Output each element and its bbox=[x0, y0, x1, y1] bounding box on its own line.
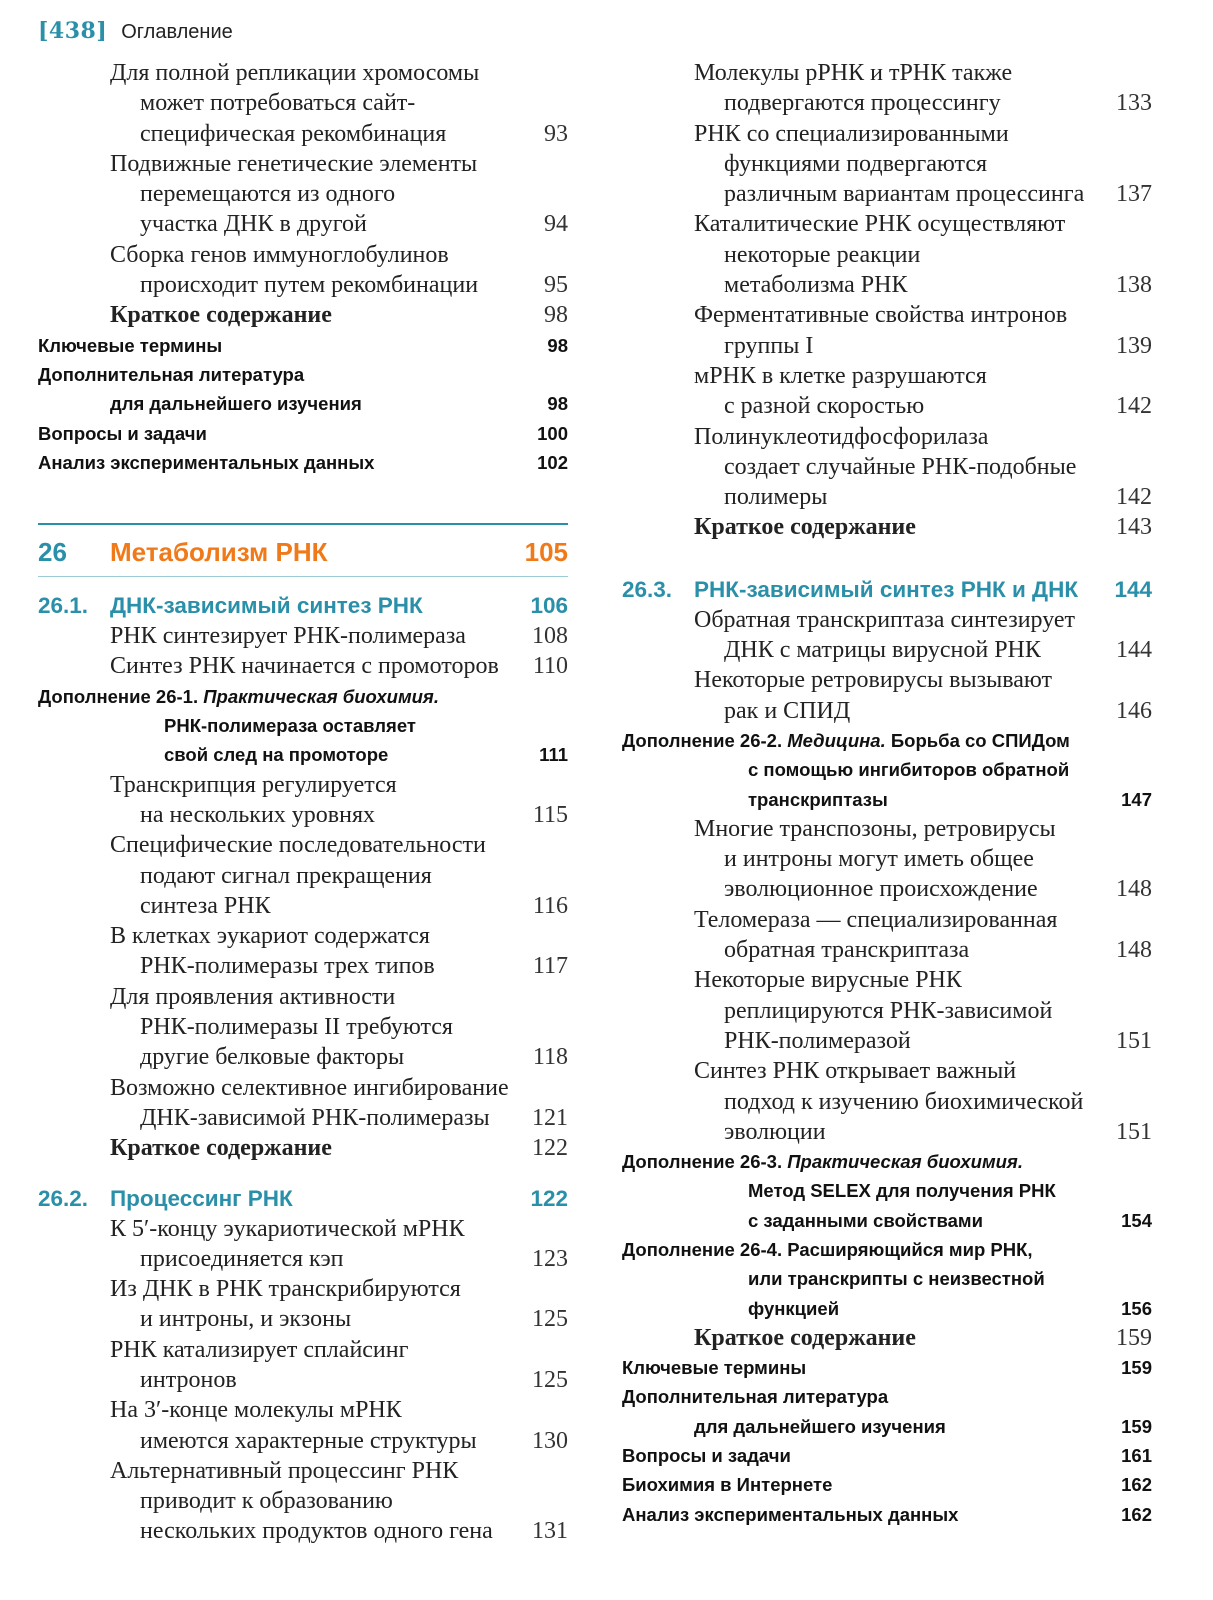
chapter-number: 26 bbox=[38, 537, 67, 568]
entry-page: 159 bbox=[1121, 1357, 1152, 1379]
entry-page: 143 bbox=[1116, 514, 1152, 541]
entry-line: подают сигнал прекращения bbox=[140, 862, 432, 889]
entry-line: мРНК в клетке разрушаются bbox=[694, 362, 987, 389]
section-title: РНК-зависимый синтез РНК и ДНК bbox=[694, 576, 1079, 602]
entry-line: и интроны могут иметь общее bbox=[724, 846, 1034, 873]
entry-page: 118 bbox=[532, 1044, 568, 1071]
entry-page: 98 bbox=[547, 334, 568, 356]
entry-line: РНК катализирует сплайсинг bbox=[110, 1336, 409, 1363]
entry-page: 123 bbox=[532, 1245, 568, 1272]
entry-line: группы I bbox=[724, 332, 814, 359]
entry-page: 102 bbox=[537, 451, 568, 473]
box-entry bbox=[622, 1235, 1152, 1323]
entry-line: с разной скоростью bbox=[724, 393, 925, 420]
toc-entry bbox=[622, 119, 1152, 210]
summary-entry bbox=[622, 1323, 1152, 1353]
toc-entry bbox=[622, 665, 1152, 726]
entry-line: обратная транскриптаза bbox=[724, 937, 970, 964]
entry-page: 142 bbox=[1116, 484, 1152, 511]
section-number: 26.1. bbox=[38, 593, 89, 619]
section-number: 26.3. bbox=[622, 576, 673, 602]
entry-line: ДНК-зависимой РНК-полимеразы bbox=[140, 1104, 490, 1131]
entry-line: Специфические последовательности bbox=[110, 832, 486, 859]
box-entry bbox=[622, 1147, 1152, 1235]
toc-entry bbox=[38, 1335, 568, 1396]
entry-line: Альтернативный процессинг РНК bbox=[110, 1457, 459, 1484]
entry-page: 116 bbox=[532, 892, 568, 919]
toc-entry bbox=[38, 360, 568, 419]
entry-page: 161 bbox=[1121, 1445, 1152, 1467]
entry-line: нескольких продуктов одного гена bbox=[140, 1518, 493, 1545]
entry-line: Синтез РНК открывает важный bbox=[694, 1058, 1017, 1085]
toc-entry bbox=[622, 422, 1152, 513]
toc-entry bbox=[38, 651, 568, 681]
entry-page: 162 bbox=[1121, 1474, 1152, 1496]
summary-entry bbox=[622, 512, 1152, 542]
entry-page: 144 bbox=[1116, 637, 1152, 664]
entry-line: синтеза РНК bbox=[140, 892, 271, 919]
entry-line: другие белковые факторы bbox=[140, 1044, 405, 1071]
entry-page: 147 bbox=[1121, 788, 1152, 810]
box-prefix: Дополнение 26-3. bbox=[622, 1151, 788, 1173]
entry-line: или транскрипты с неизвестной bbox=[748, 1268, 1045, 1290]
summary-entry bbox=[38, 300, 568, 330]
entry-page: 159 bbox=[1121, 1415, 1152, 1437]
toc-entry bbox=[38, 331, 568, 360]
box-prefix: Дополнение 26-1. bbox=[38, 685, 204, 707]
toc-entry bbox=[622, 58, 1152, 119]
entry-line: Ключевые термины bbox=[38, 334, 223, 356]
summary-entry bbox=[38, 1133, 568, 1163]
entry-line: присоединяется кэп bbox=[140, 1245, 344, 1272]
entry-line: Вопросы и задачи bbox=[38, 422, 207, 444]
entry-page: 159 bbox=[1116, 1324, 1152, 1351]
section-page: 106 bbox=[530, 593, 568, 619]
entry-line: функциями подвергаются bbox=[724, 150, 988, 177]
entry-page: 125 bbox=[532, 1366, 568, 1393]
entry-line: Дополнение 26-4. Расширяющийся мир РНК, bbox=[622, 1238, 1033, 1260]
entry-line: эволюции bbox=[724, 1118, 826, 1145]
entry-line: Из ДНК в РНК транскрибируются bbox=[110, 1276, 461, 1303]
entry-line: Транскрипция регулируется bbox=[110, 771, 397, 798]
toc-entry bbox=[622, 1441, 1152, 1470]
entry-page: 125 bbox=[532, 1306, 568, 1333]
entry-line: Обратная транскриптаза синтезирует bbox=[694, 606, 1076, 633]
entry-line: Дополнительная литература bbox=[622, 1386, 889, 1408]
entry-line: Биохимия в Интернете bbox=[622, 1474, 833, 1496]
entry-page: 121 bbox=[532, 1104, 568, 1131]
toc-entry bbox=[38, 921, 568, 982]
entry-line: метаболизма РНК bbox=[724, 272, 908, 299]
toc-entry bbox=[38, 1456, 568, 1547]
entry-line: функцией bbox=[748, 1297, 840, 1319]
entry-line: Полинуклеотидфосфорилаза bbox=[694, 423, 989, 450]
entry-line: и интроны, и экзоны bbox=[140, 1306, 352, 1333]
toc-entry bbox=[622, 1470, 1152, 1499]
entry-line: Некоторые ретровирусы вызывают bbox=[694, 667, 1052, 694]
toc-entry bbox=[622, 1353, 1152, 1382]
entry-page: 94 bbox=[544, 211, 568, 238]
toc-entry bbox=[38, 58, 568, 149]
entry-page: 98 bbox=[547, 393, 568, 415]
entry-page: 100 bbox=[537, 422, 568, 444]
chapter-page: 105 bbox=[524, 537, 568, 568]
toc-group bbox=[38, 58, 568, 477]
entry-line: На 3′-конце молекулы мРНК bbox=[110, 1397, 402, 1424]
box-title-start: Борьба со СПИДом bbox=[885, 729, 1070, 751]
section-heading bbox=[38, 1184, 568, 1214]
entry-line: имеются характерные структуры bbox=[140, 1427, 477, 1454]
entry-page: 98 bbox=[544, 302, 568, 329]
entry-page: 138 bbox=[1116, 272, 1152, 299]
entry-line: подход к изучению биохимической bbox=[724, 1088, 1084, 1115]
entry-page: 162 bbox=[1121, 1503, 1152, 1525]
entry-line: интронов bbox=[140, 1366, 237, 1393]
entry-line: Возможно селективное ингибирование bbox=[110, 1074, 509, 1101]
entry-page: 111 bbox=[539, 744, 568, 766]
entry-line: с заданными свойствами bbox=[748, 1209, 983, 1231]
entry-line: Сборка генов иммуноглобулинов bbox=[110, 241, 449, 268]
entry-line: РНК-полимеразы трех типов bbox=[140, 953, 435, 980]
entry-page: 93 bbox=[544, 120, 568, 147]
entry-line: на нескольких уровнях bbox=[140, 801, 376, 828]
entry-line: Вопросы и задачи bbox=[622, 1445, 791, 1467]
entry-line: участка ДНК в другой bbox=[140, 211, 367, 238]
toc-entry bbox=[622, 965, 1152, 1056]
entry-line: В клетках эукариот содержатся bbox=[110, 923, 430, 950]
toc-entry bbox=[38, 621, 568, 651]
entry-page: 151 bbox=[1116, 1118, 1152, 1145]
entry-line bbox=[622, 726, 1111, 755]
box-entry bbox=[38, 682, 568, 770]
entry-line: полимеры bbox=[724, 484, 828, 511]
box-prefix: Дополнение 26-2. bbox=[622, 729, 788, 751]
entry-line: эволюционное происхождение bbox=[724, 876, 1038, 903]
box-category: Практическая биохимия. bbox=[787, 1151, 1023, 1173]
entry-line: К 5′-концу эукариотической мРНК bbox=[110, 1215, 465, 1242]
section-page: 144 bbox=[1114, 576, 1152, 602]
chapter-title: Метаболизм РНК bbox=[110, 537, 328, 568]
entry-page: 142 bbox=[1116, 393, 1152, 420]
entry-line: для дальнейшего изучения bbox=[694, 1415, 946, 1437]
section-heading bbox=[38, 591, 568, 621]
entry-line: различным вариантам процессинга bbox=[724, 181, 1085, 208]
toc-entry bbox=[38, 448, 568, 477]
entry-page: 115 bbox=[532, 801, 568, 828]
entry-page: 133 bbox=[1116, 90, 1152, 117]
toc-entry bbox=[622, 1500, 1152, 1529]
entry-line: происходит путем рекомбинации bbox=[140, 272, 479, 299]
page-number: [438] bbox=[38, 18, 108, 44]
entry-page: 131 bbox=[532, 1518, 568, 1545]
right-column bbox=[622, 58, 1152, 1529]
entry-page: 148 bbox=[1116, 876, 1152, 903]
entry-page: 137 bbox=[1116, 181, 1152, 208]
toc-group bbox=[622, 1323, 1152, 1529]
toc-entry bbox=[622, 361, 1152, 422]
toc-group bbox=[38, 770, 568, 1164]
entry-line bbox=[622, 1147, 1111, 1176]
entry-line: с помощью ингибиторов обратной bbox=[748, 759, 1070, 781]
entry-line: свой след на промоторе bbox=[164, 744, 389, 766]
entry-page: 139 bbox=[1116, 332, 1152, 359]
entry-line: Синтез РНК начинается с промоторов bbox=[110, 653, 499, 680]
entry-page: 110 bbox=[532, 653, 568, 680]
entry-line: РНК-полимеразой bbox=[724, 1027, 911, 1054]
entry-line: Подвижные генетические элементы bbox=[110, 150, 478, 177]
toc-entry bbox=[622, 605, 1152, 666]
toc-entry bbox=[622, 300, 1152, 361]
toc-entry bbox=[38, 770, 568, 831]
entry-line: РНК-полимеразы II требуются bbox=[140, 1014, 453, 1041]
entry-line: РНК синтезирует РНК-полимераза bbox=[110, 623, 466, 650]
entry-line: Некоторые вирусные РНК bbox=[694, 967, 962, 994]
toc-entry bbox=[622, 209, 1152, 300]
entry-line: перемещаются из одного bbox=[140, 181, 396, 208]
page-header bbox=[38, 18, 233, 50]
entry-line: Дополнительная литература bbox=[38, 363, 305, 385]
entry-page: 95 bbox=[544, 272, 568, 299]
entry-line: Для проявления активности bbox=[110, 983, 396, 1010]
entry-line: транскриптазы bbox=[748, 788, 888, 810]
toc-entry bbox=[38, 830, 568, 921]
entry-line: ДНК с матрицы вирусной РНК bbox=[724, 637, 1041, 664]
entry-line: Краткое содержание bbox=[110, 1135, 332, 1162]
toc-entry bbox=[38, 1395, 568, 1456]
entry-line: может потребоваться сайт- bbox=[140, 90, 416, 117]
entry-line bbox=[38, 682, 529, 711]
entry-page: 148 bbox=[1116, 937, 1152, 964]
entry-page: 122 bbox=[532, 1135, 568, 1162]
toc-entry bbox=[622, 1056, 1152, 1147]
toc-entry bbox=[38, 1274, 568, 1335]
entry-line: Ключевые термины bbox=[622, 1357, 807, 1379]
entry-line: Анализ экспериментальных данных bbox=[38, 451, 375, 473]
entry-line: Молекулы рРНК и тРНК также bbox=[694, 60, 1013, 86]
entry-page: 130 bbox=[532, 1427, 568, 1454]
entry-line: подвергаются процессингу bbox=[724, 90, 1001, 117]
entry-line: Метод SELEX для получения РНК bbox=[748, 1180, 1056, 1202]
entry-page: 156 bbox=[1121, 1297, 1152, 1319]
toc-entry bbox=[622, 1382, 1152, 1441]
toc-entry bbox=[38, 149, 568, 240]
entry-page: 151 bbox=[1116, 1027, 1152, 1054]
toc-entry bbox=[38, 1214, 568, 1275]
box-category: Практическая биохимия. bbox=[203, 685, 439, 707]
entry-line: Анализ экспериментальных данных bbox=[622, 1503, 959, 1525]
section-heading bbox=[622, 575, 1152, 605]
section-number: 26.2. bbox=[38, 1185, 89, 1211]
toc-entry bbox=[38, 982, 568, 1073]
entry-line: Ферментативные свойства интронов bbox=[694, 302, 1068, 329]
entry-line: рак и СПИД bbox=[724, 697, 851, 724]
entry-line: Краткое содержание bbox=[694, 1324, 916, 1351]
entry-line: для дальнейшего изучения bbox=[110, 393, 362, 415]
left-column bbox=[38, 58, 568, 1547]
section-title: ДНК-зависимый синтез РНК bbox=[110, 593, 423, 619]
entry-line: Многие транспозоны, ретровирусы bbox=[694, 815, 1056, 842]
entry-line: Краткое содержание bbox=[694, 514, 916, 541]
toc-entry bbox=[38, 240, 568, 301]
entry-line: РНК со специализированными bbox=[694, 120, 1009, 147]
toc-entry bbox=[38, 1073, 568, 1134]
toc-entry bbox=[622, 905, 1152, 966]
running-title: Оглавление bbox=[121, 21, 233, 43]
entry-line: Теломераза — специализированная bbox=[694, 906, 1058, 933]
entry-line: Для полной репликации хромосомы bbox=[110, 60, 480, 86]
entry-line: некоторые реакции bbox=[724, 241, 921, 268]
toc-entry bbox=[622, 814, 1152, 905]
entry-line: Краткое содержание bbox=[110, 302, 332, 329]
entry-page: 117 bbox=[532, 953, 568, 980]
entry-line: приводит к образованию bbox=[140, 1488, 393, 1515]
toc-group bbox=[622, 58, 1152, 543]
entry-line: специфическая рекомбинация bbox=[140, 120, 447, 147]
toc-group bbox=[622, 814, 1152, 1147]
chapter-heading bbox=[38, 523, 568, 577]
entry-page: 108 bbox=[532, 623, 568, 650]
entry-line: реплицируются РНК-зависимой bbox=[724, 997, 1053, 1024]
section-page: 122 bbox=[530, 1185, 568, 1211]
entry-line: Каталитические РНК осуществляют bbox=[694, 211, 1066, 238]
entry-page: 154 bbox=[1121, 1209, 1152, 1231]
entry-page: 146 bbox=[1116, 697, 1152, 724]
section-title: Процессинг РНК bbox=[110, 1185, 293, 1211]
box-entry bbox=[622, 726, 1152, 814]
entry-line: РНК-полимераза оставляет bbox=[164, 715, 416, 737]
toc-group bbox=[38, 1214, 568, 1547]
box-category: Медицина. bbox=[787, 729, 886, 751]
entry-line: создает случайные РНК-подобные bbox=[724, 453, 1077, 480]
toc-entry bbox=[38, 419, 568, 448]
